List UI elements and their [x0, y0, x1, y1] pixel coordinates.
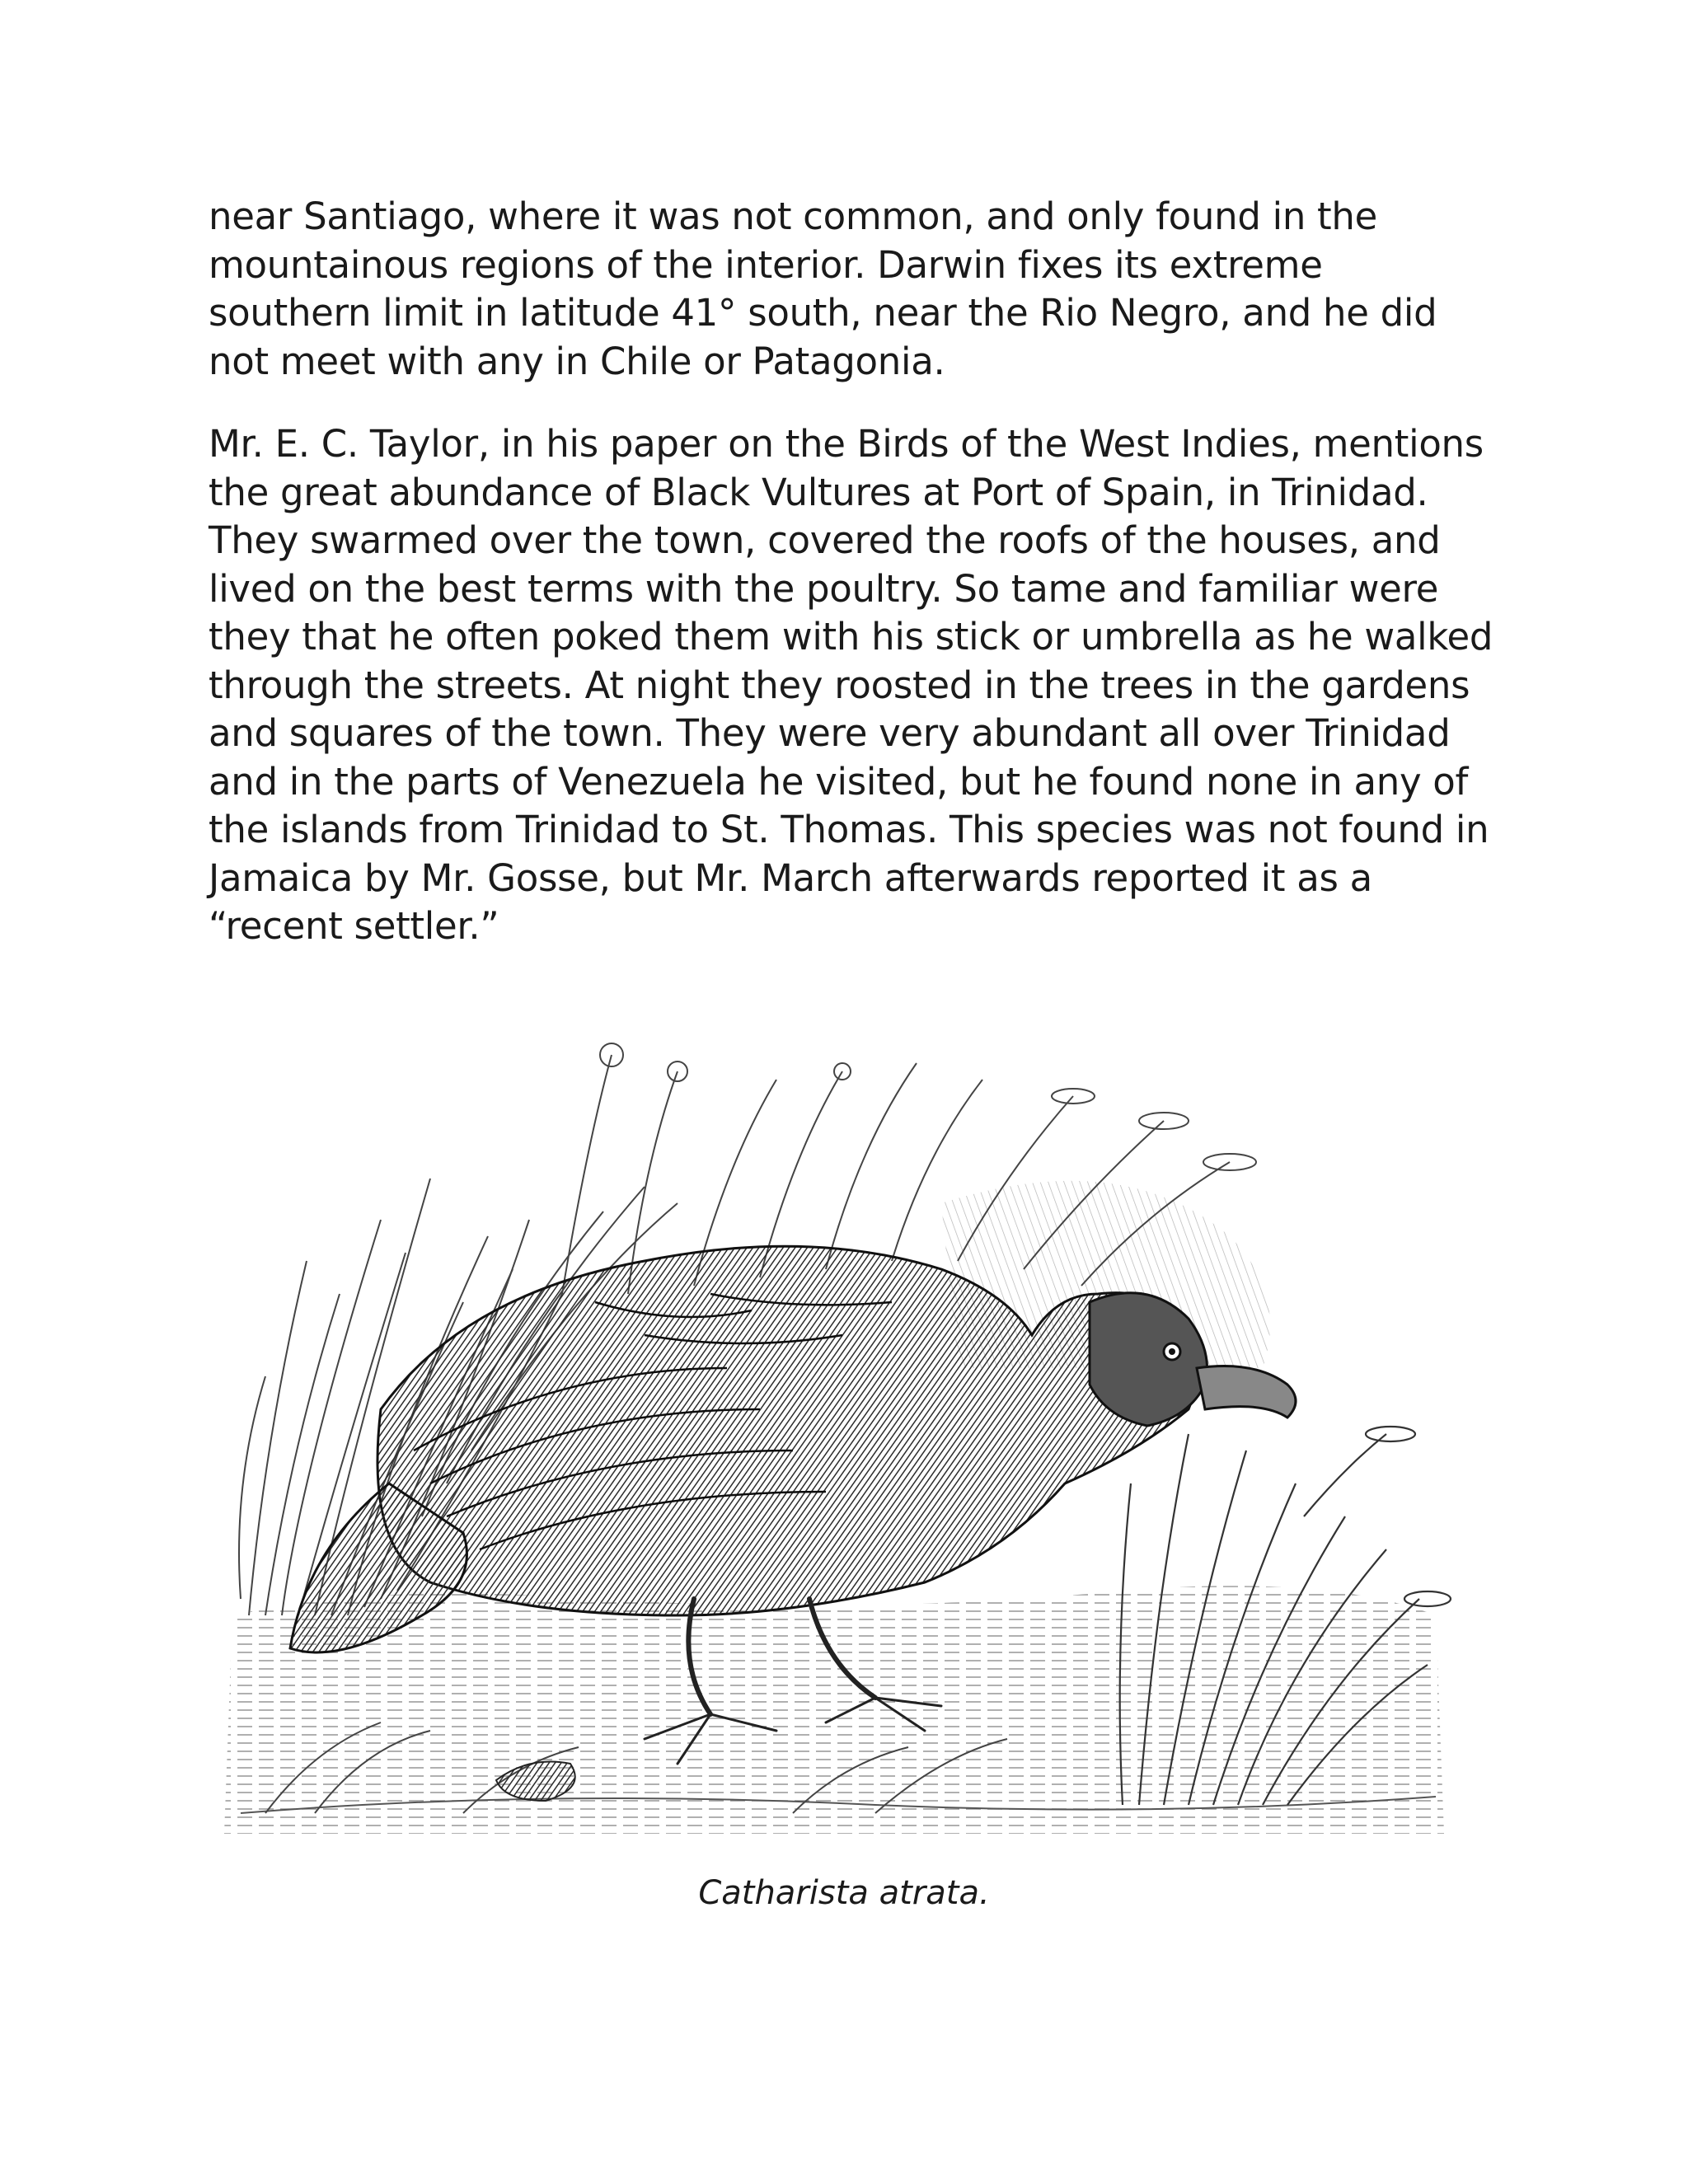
body-text	[209, 193, 1494, 951]
black-vulture-illustration	[216, 1022, 1452, 1838]
paragraph-2: Mr. E. C. Taylor, in his paper on the Birds of the West Indies, mentions the great abundance of Black Vultures at Port of Spain, in Trinidad. They swarmed over the town, covered the roofs of the houses, and lived on the best terms with the poultry. So tame and familiar were they that he often poked them with his stick or umbrella as he walked through the streets. At night they roosted in the trees in the gardens and squares of the town. They were very abundant all over Trinidad and in the parts of Venezuela he visited, but he found none in any of the islands from Trinidad to St. Thomas. This species was not found in Jamaica by Mr. Gosse, but Mr. March afterwards reported it as a “recent settler.”	[209, 422, 1493, 948]
figure-caption: Catharista atrata.	[698, 1874, 990, 1912]
bird-beak	[1197, 1366, 1296, 1418]
vulture-engraving	[216, 1022, 1452, 1838]
paragraph-1: near Santiago, where it was not common, and only found in the mountainous regions of the interior. Darwin fixes its extreme southern limit in latitude 41° south, near the Rio Negro, and he did not meet with any in Chile or Patagonia.	[209, 194, 1437, 383]
